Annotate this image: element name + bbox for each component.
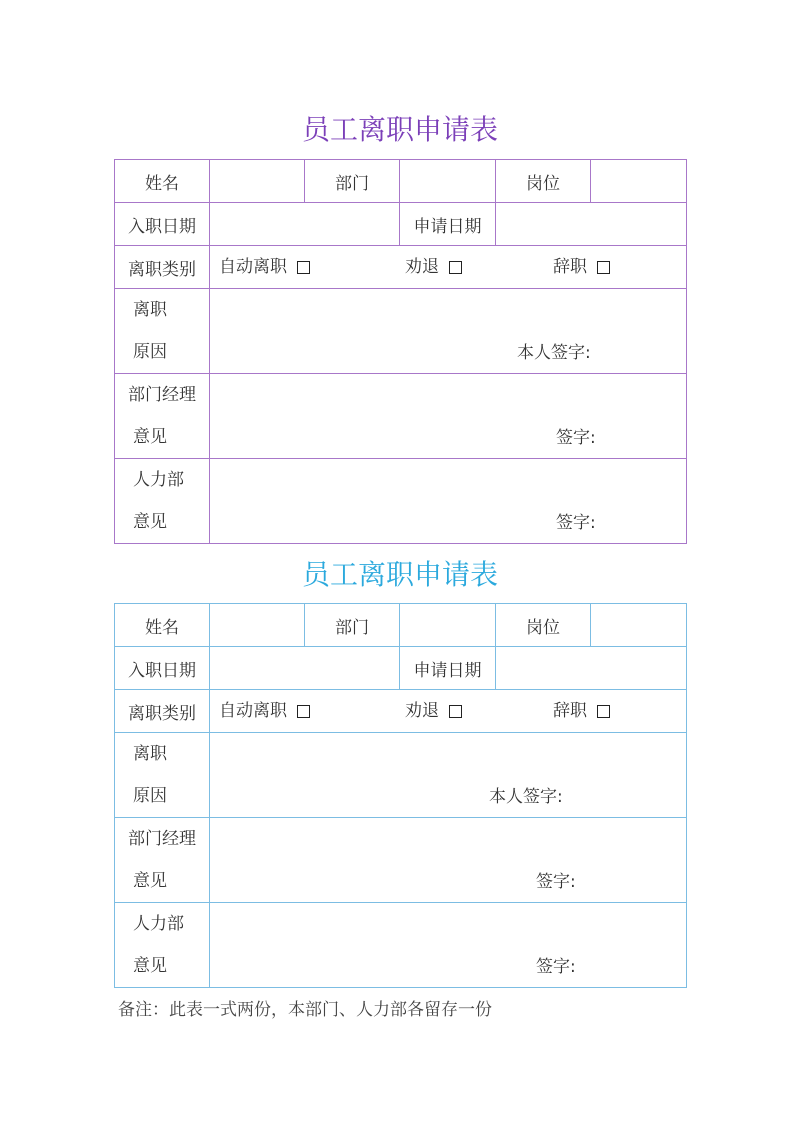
checkbox-resign[interactable] [597, 705, 610, 718]
position-field[interactable] [591, 160, 687, 203]
option-resign-label: 辞职 [553, 257, 587, 277]
hr-signature-label: 签字: [536, 957, 576, 977]
department-label: 部门 [305, 604, 400, 647]
option-auto-resign-label: 自动离职 [219, 257, 287, 277]
manager-label-line1: 部门经理 [128, 829, 196, 849]
reason-field[interactable] [210, 733, 687, 818]
position-label: 岗位 [496, 604, 591, 647]
manager-signature-label: 签字: [556, 428, 596, 448]
option-dismissed[interactable] [405, 690, 462, 732]
name-label: 姓名 [115, 604, 210, 647]
option-dismissed-label: 劝退 [405, 257, 439, 277]
reason-label [115, 289, 210, 374]
hire-date-field[interactable] [210, 647, 400, 690]
position-label: 岗位 [496, 160, 591, 203]
manager-opinion-field[interactable] [210, 374, 687, 459]
apply-date-label: 申请日期 [400, 647, 496, 690]
hr-signature-label: 签字: [556, 513, 596, 533]
resignation-form [114, 603, 687, 988]
checkbox-auto-resign[interactable] [297, 261, 310, 274]
department-field[interactable] [400, 160, 496, 203]
hire-date-label: 入职日期 [115, 647, 210, 690]
name-field[interactable] [210, 604, 305, 647]
apply-date-field[interactable] [496, 203, 687, 246]
category-options [210, 246, 687, 289]
option-auto-resign[interactable] [219, 246, 310, 288]
manager-signature-label: 签字: [536, 872, 576, 892]
hire-date-field[interactable] [210, 203, 400, 246]
option-resign-label: 辞职 [553, 701, 587, 721]
checkbox-auto-resign[interactable] [297, 705, 310, 718]
hr-label-line1: 人力部 [133, 914, 184, 934]
manager-opinion-field[interactable] [210, 818, 687, 903]
manager-label-line2: 意见 [133, 427, 167, 447]
department-field[interactable] [400, 604, 496, 647]
option-resign[interactable] [553, 246, 610, 288]
footnote: 备注：此表一式两份，本部门、人力部各留存一份 [118, 1000, 492, 1020]
reason-label-line2: 原因 [133, 342, 167, 362]
reason-label-line1: 离职 [133, 300, 167, 320]
manager-label-line1: 部门经理 [128, 385, 196, 405]
hr-opinion-label [115, 459, 210, 544]
option-auto-resign[interactable] [219, 690, 310, 732]
option-dismissed[interactable] [405, 246, 462, 288]
apply-date-field[interactable] [496, 647, 687, 690]
checkbox-resign[interactable] [597, 261, 610, 274]
category-options [210, 690, 687, 733]
name-field[interactable] [210, 160, 305, 203]
hr-opinion-field[interactable] [210, 459, 687, 544]
option-auto-resign-label: 自动离职 [219, 701, 287, 721]
hr-opinion-field[interactable] [210, 903, 687, 988]
reason-label-line1: 离职 [133, 744, 167, 764]
hire-date-label: 入职日期 [115, 203, 210, 246]
category-label: 离职类别 [115, 690, 210, 733]
hr-label-line2: 意见 [133, 512, 167, 532]
hr-label-line1: 人力部 [133, 470, 184, 490]
option-resign[interactable] [553, 690, 610, 732]
reason-field[interactable] [210, 289, 687, 374]
form-title: 员工离职申请表 [301, 558, 498, 591]
department-label: 部门 [305, 160, 400, 203]
name-label: 姓名 [115, 160, 210, 203]
hr-opinion-label [115, 903, 210, 988]
self-signature-label: 本人签字: [517, 343, 591, 363]
reason-label-line2: 原因 [133, 786, 167, 806]
apply-date-label: 申请日期 [400, 203, 496, 246]
manager-opinion-label [115, 374, 210, 459]
category-label: 离职类别 [115, 246, 210, 289]
reason-label [115, 733, 210, 818]
hr-label-line2: 意见 [133, 956, 167, 976]
form-title: 员工离职申请表 [301, 113, 498, 146]
manager-label-line2: 意见 [133, 871, 167, 891]
resignation-form [114, 159, 687, 544]
position-field[interactable] [591, 604, 687, 647]
checkbox-dismissed[interactable] [449, 705, 462, 718]
manager-opinion-label [115, 818, 210, 903]
checkbox-dismissed[interactable] [449, 261, 462, 274]
self-signature-label: 本人签字: [489, 787, 563, 807]
option-dismissed-label: 劝退 [405, 701, 439, 721]
